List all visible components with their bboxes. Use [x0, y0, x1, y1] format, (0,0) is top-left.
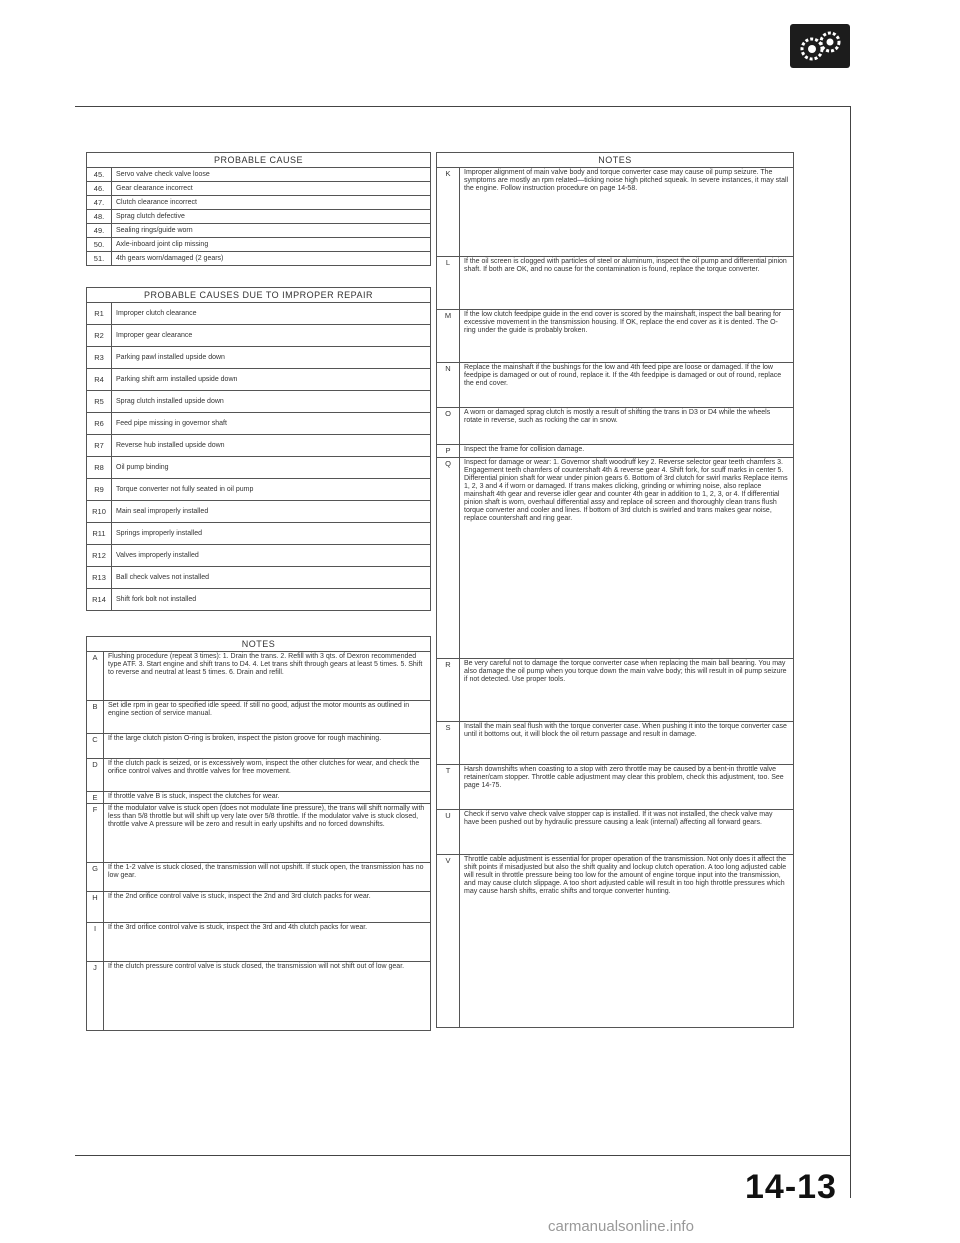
table-row: R3 Parking pawl installed upside down [87, 347, 431, 369]
table-row: N Replace the mainshaft if the bushings for the low and 4th feed pipe are loose or damaged. If the low feedpipe is damaged or out of round, replace it. If the 4th feedpipe is damaged or out of round, replace the end cover. [437, 363, 794, 408]
table-row: R5 Sprag clutch installed upside down [87, 391, 431, 413]
table-row: D If the clutch pack is seized, or is excessively worn, inspect the other clutches for wear, and check the orifice control valves and throttle valves for free movement. [87, 759, 431, 792]
table-row: P Inspect the frame for collision damage. [437, 445, 794, 458]
table-row: O A worn or damaged sprag clutch is mostly a result of shifting the trans in D3 or D4 while the wheels rotate in reverse, such as rocking the car in snow. [437, 408, 794, 445]
table-row: 45. Servo valve check valve loose [87, 168, 431, 182]
table-row: R6 Feed pipe missing in governor shaft [87, 413, 431, 435]
watermark: carmanualsonline.info [548, 1218, 694, 1235]
transmission-gears-icon [790, 24, 850, 68]
table-row: T Harsh downshifts when coasting to a stop with zero throttle may be caused by a bent-in throttle valve retainer/cam stopper. Throttle cable adjustment may clear this problem, check this adjustment, too. See page 14-75. [437, 765, 794, 810]
table-row: R7 Reverse hub installed upside down [87, 435, 431, 457]
table-row: L If the oil screen is clogged with particles of steel or aluminum, inspect the oil pump and differential pinion shaft. If both are OK, and no cause for the contamination is found, replace the torque converter. [437, 257, 794, 310]
table-row: Q Inspect for damage or wear: 1. Governor shaft woodruff key 2. Reverse selector gear teeth chamfers 3. Engagement teeth chamfers of countershaft 4th & reverse gear 4. Shift fork, for scuff marks in center 5. Differential pinion shaft for wear under pinion gears 6. Bottom of 3rd clutch for swirl marks Replace items 1, 2, 3 and 4 if worn or damaged. If trans makes clicking, grinding or whirring noise, also replace mainshaft 4th gear and reverse idler gear and counter 4th gear in addition to 1, 2, 3, or 4. If differential pinion shaft is worn, overhaul differential assy and replace oil screen and thoroughly clean trans flush torque converter and cooler and lines. If bottom of 3rd clutch is swirled and trans makes gear noise, replace countershaft and ring gear. [437, 458, 794, 659]
table-row: R4 Parking shift arm installed upside down [87, 369, 431, 391]
table-row: R10 Main seal improperly installed [87, 501, 431, 523]
table-row: G If the 1-2 valve is stuck closed, the transmission will not upshift. If stuck open, the transmission has no low gear. [87, 863, 431, 892]
notes-right-title: NOTES [437, 153, 794, 168]
table-row: R14 Shift fork bolt not installed [87, 589, 431, 611]
notes-left-title: NOTES [87, 637, 431, 652]
table-row: I If the 3rd orifice control valve is stuck, inspect the 3rd and 4th clutch packs for wear. [87, 923, 431, 962]
table-row: U Check if servo valve check valve stopper cap is installed. If it was not installed, the check valve may have been pushed out by hydraulic pressure causing a leak (internal) affecting all forward gears. [437, 810, 794, 855]
table-row: R8 Oil pump binding [87, 457, 431, 479]
improper-repair-table [86, 287, 431, 611]
table-row: E If throttle valve B is stuck, inspect the clutches for wear. [87, 792, 431, 804]
table-row: R11 Springs improperly installed [87, 523, 431, 545]
notes-left-table [86, 636, 431, 1031]
table-row: R13 Ball check valves not installed [87, 567, 431, 589]
table-row: 51. 4th gears worn/damaged (2 gears) [87, 252, 431, 266]
table-row: S Install the main seal flush with the torque converter case. When pushing it into the torque converter case until it bottoms out, it will block the oil return passage and result in damage. [437, 722, 794, 765]
table-row: 46. Gear clearance incorrect [87, 182, 431, 196]
table-row: R9 Torque converter not fully seated in oil pump [87, 479, 431, 501]
table-row: 49. Sealing rings/guide worn [87, 224, 431, 238]
probable-cause-title: PROBABLE CAUSE [87, 153, 431, 168]
top-rule [75, 106, 850, 107]
table-row: J If the clutch pressure control valve is stuck closed, the transmission will not shift out of low gear. [87, 962, 431, 1031]
right-rule [850, 106, 851, 1198]
table-row: K Improper alignment of main valve body and torque converter case may cause oil pump seizure. The symptoms are mostly an rpm related—ticking noise high pitched squeak. In severe instances, it may stall the engine. Follow instruction procedure on page 14-58. [437, 168, 794, 257]
table-row: H If the 2nd orifice control valve is stuck, inspect the 2nd and 3rd clutch packs for wear. [87, 892, 431, 923]
table-row: V Throttle cable adjustment is essential for proper operation of the transmission. Not only does it affect the shift points if misadjusted but also the shift quality and lockup clutch operation. A too long adjusted cable will result in throttle pressure being too low for the amount of engine torque input into the transmission, and may cause clutch slippage. A too short adjusted cable will result in too high throttle pressures which may cause harsh shifts, erratic shifts and torque converter hunting. [437, 855, 794, 1028]
table-row: M If the low clutch feedpipe guide in the end cover is scored by the mainshaft, inspect the ball bearing for excessive movement in the transmission housing. If OK, replace the end cover as it is dented. The O-ring under the guide is probably broken. [437, 310, 794, 363]
table-row: 47. Clutch clearance incorrect [87, 196, 431, 210]
table-row: R1 Improper clutch clearance [87, 303, 431, 325]
notes-right-table [436, 152, 794, 1028]
table-row: B Set idle rpm in gear to specified idle speed. If still no good, adjust the motor mounts as outlined in engine section of service manual. [87, 701, 431, 734]
table-row: F If the modulator valve is stuck open (does not modulate line pressure), the trans will shift normally with less than 5/8 throttle but will shift up very late over 5/8 throttle. If the modulator valve is stuck closed, throttle valve A pressure will be zero and result in early upshifts and no forced downshifts. [87, 804, 431, 863]
table-row: R12 Valves improperly installed [87, 545, 431, 567]
table-row: 50. Axle-inboard joint clip missing [87, 238, 431, 252]
page-number: 14-13 [745, 1168, 837, 1206]
probable-cause-table [86, 152, 431, 266]
table-row: R Be very careful not to damage the torque converter case when replacing the main ball bearing. You may also damage the oil pump when you torque down the main valve body; this will result in oil pump seizure if not detected. Use proper tools. [437, 659, 794, 722]
table-row: A Flushing procedure (repeat 3 times): 1. Drain the trans. 2. Refill with 3 qts. of Dexron recommended type ATF. 3. Start engine and shift trans to D4. 4. Let trans shift through gears at least 5 times. 5. Shift to reverse and neutral at least 5 times. 6. Drain and refill. [87, 652, 431, 701]
table-row: R2 Improper gear clearance [87, 325, 431, 347]
improper-repair-title: PROBABLE CAUSES DUE TO IMPROPER REPAIR [87, 288, 431, 303]
table-row: 48. Sprag clutch defective [87, 210, 431, 224]
table-row: C If the large clutch piston O-ring is broken, inspect the piston groove for rough machining. [87, 734, 431, 759]
bottom-rule [75, 1155, 850, 1156]
